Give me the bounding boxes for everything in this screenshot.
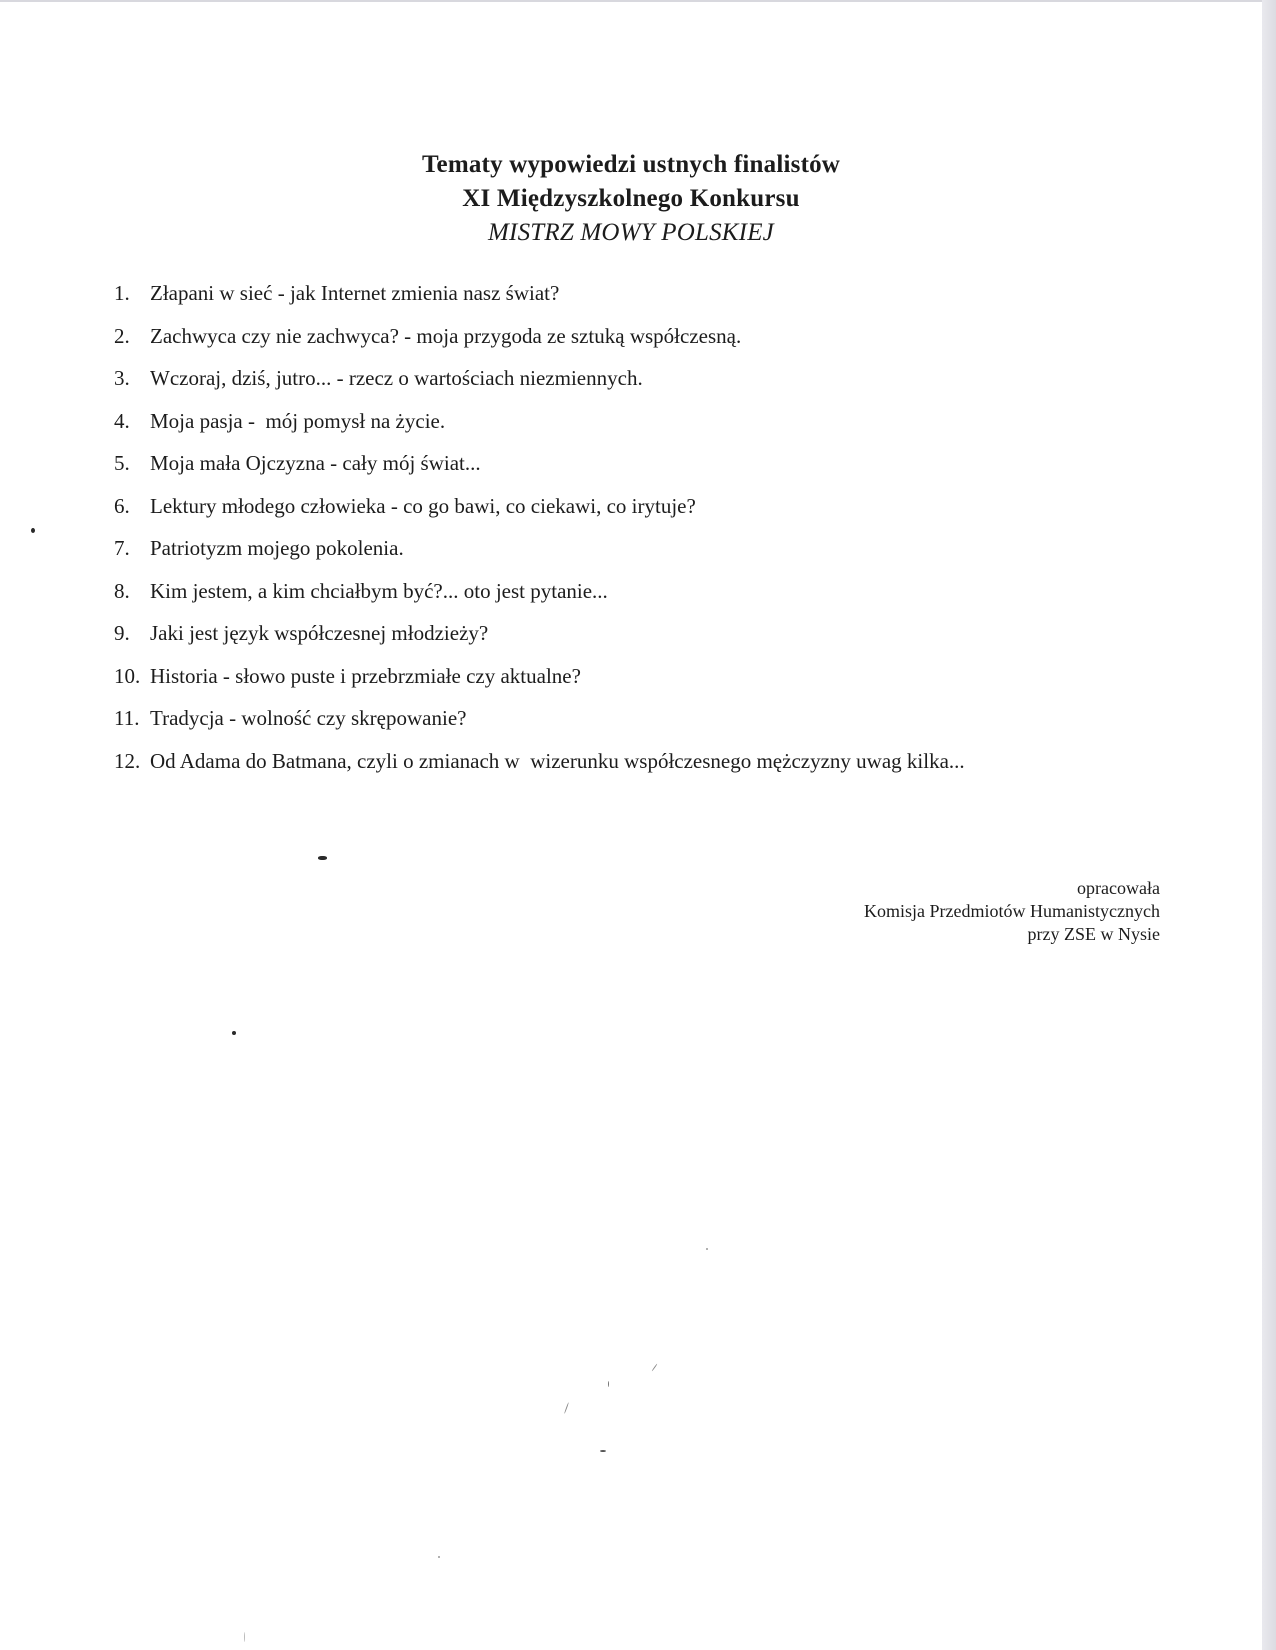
scan-speck <box>318 856 327 860</box>
topic-number: 1. <box>114 281 130 305</box>
topic-text: Zachwyca czy nie zachwyca? - moja przygoda ze sztuką współczesną. <box>150 323 742 348</box>
document-header <box>0 148 1262 250</box>
topic-number: 7. <box>114 536 130 560</box>
topic-number: 10. <box>114 663 141 688</box>
scan-speck <box>706 1248 708 1250</box>
topic-item <box>114 655 1174 698</box>
topic-text: Jaki jest język współczesnej młodzieży? <box>150 621 489 645</box>
topic-item <box>114 400 1174 443</box>
topic-number: 11. <box>114 706 140 730</box>
header-contest-name: XI Międzyszkolnego Konkursu <box>462 185 800 212</box>
scan-speck <box>652 1364 658 1372</box>
topic-text: Tradycja - wolność czy skrępowanie? <box>150 706 467 730</box>
signature-prepared-by: opracowała <box>1077 878 1160 898</box>
topic-text: Patriotyzm mojego pokolenia. <box>150 536 404 560</box>
scan-speck <box>600 1450 606 1452</box>
topic-text: Moja pasja - mój pomysł na życie. <box>150 408 446 433</box>
topic-text: Kim jestem, a kim chciałbym być?... oto jest pytanie... <box>150 578 608 603</box>
topic-number: 3. <box>114 366 130 390</box>
topic-item <box>114 612 1174 655</box>
topic-number: 5. <box>114 451 130 475</box>
scan-speck <box>608 1381 609 1387</box>
topic-item <box>114 272 1174 315</box>
topic-text: Od Adama do Batmana, czyli o zmianach w wizerunku współczesnego mężczyzny uwag kilka... <box>150 748 965 773</box>
scan-right-edge <box>1262 0 1276 1650</box>
scan-speck <box>31 528 35 533</box>
topic-number: 9. <box>114 621 130 645</box>
scan-speck <box>244 1632 245 1642</box>
topic-number: 12. <box>114 748 141 773</box>
topic-item <box>114 357 1174 400</box>
topic-text: Złapani w sieć - jak Internet zmienia nasz świat? <box>150 281 560 305</box>
topics-list <box>114 272 1174 782</box>
topic-text: Historia - słowo puste i przebrzmiałe czy aktualne? <box>150 663 581 688</box>
topic-text: Lektury młodego człowieka - co go bawi, co ciekawi, co irytuje? <box>150 493 696 518</box>
topic-item <box>114 697 1174 740</box>
header-title: Tematy wypowiedzi ustnych finalistów <box>421 151 841 178</box>
signature-committee: Komisja Przedmiotów Humanistycznych <box>864 901 1160 921</box>
topic-item <box>114 740 1174 783</box>
topic-item <box>114 315 1174 358</box>
topic-text: Moja mała Ojczyzna - cały mój świat... <box>150 451 481 475</box>
topic-item <box>114 527 1174 570</box>
document-signature <box>864 877 1160 946</box>
topic-item <box>114 442 1174 485</box>
signature-school: przy ZSE w Nysie <box>1027 924 1160 944</box>
header-contest-title: MISTRZ MOWY POLSKIEJ <box>488 219 774 246</box>
topic-item <box>114 485 1174 528</box>
scan-speck <box>438 1556 440 1558</box>
scan-speck <box>564 1402 569 1414</box>
topic-number: 4. <box>114 408 130 433</box>
scan-speck <box>232 1031 236 1035</box>
topic-text: Wczoraj, dziś, jutro... - rzecz o wartościach niezmiennych. <box>150 366 643 390</box>
topic-number: 2. <box>114 323 130 348</box>
scan-top-edge <box>0 0 1262 2</box>
topic-number: 6. <box>114 493 130 518</box>
topic-item <box>114 570 1174 613</box>
topic-number: 8. <box>114 578 130 603</box>
